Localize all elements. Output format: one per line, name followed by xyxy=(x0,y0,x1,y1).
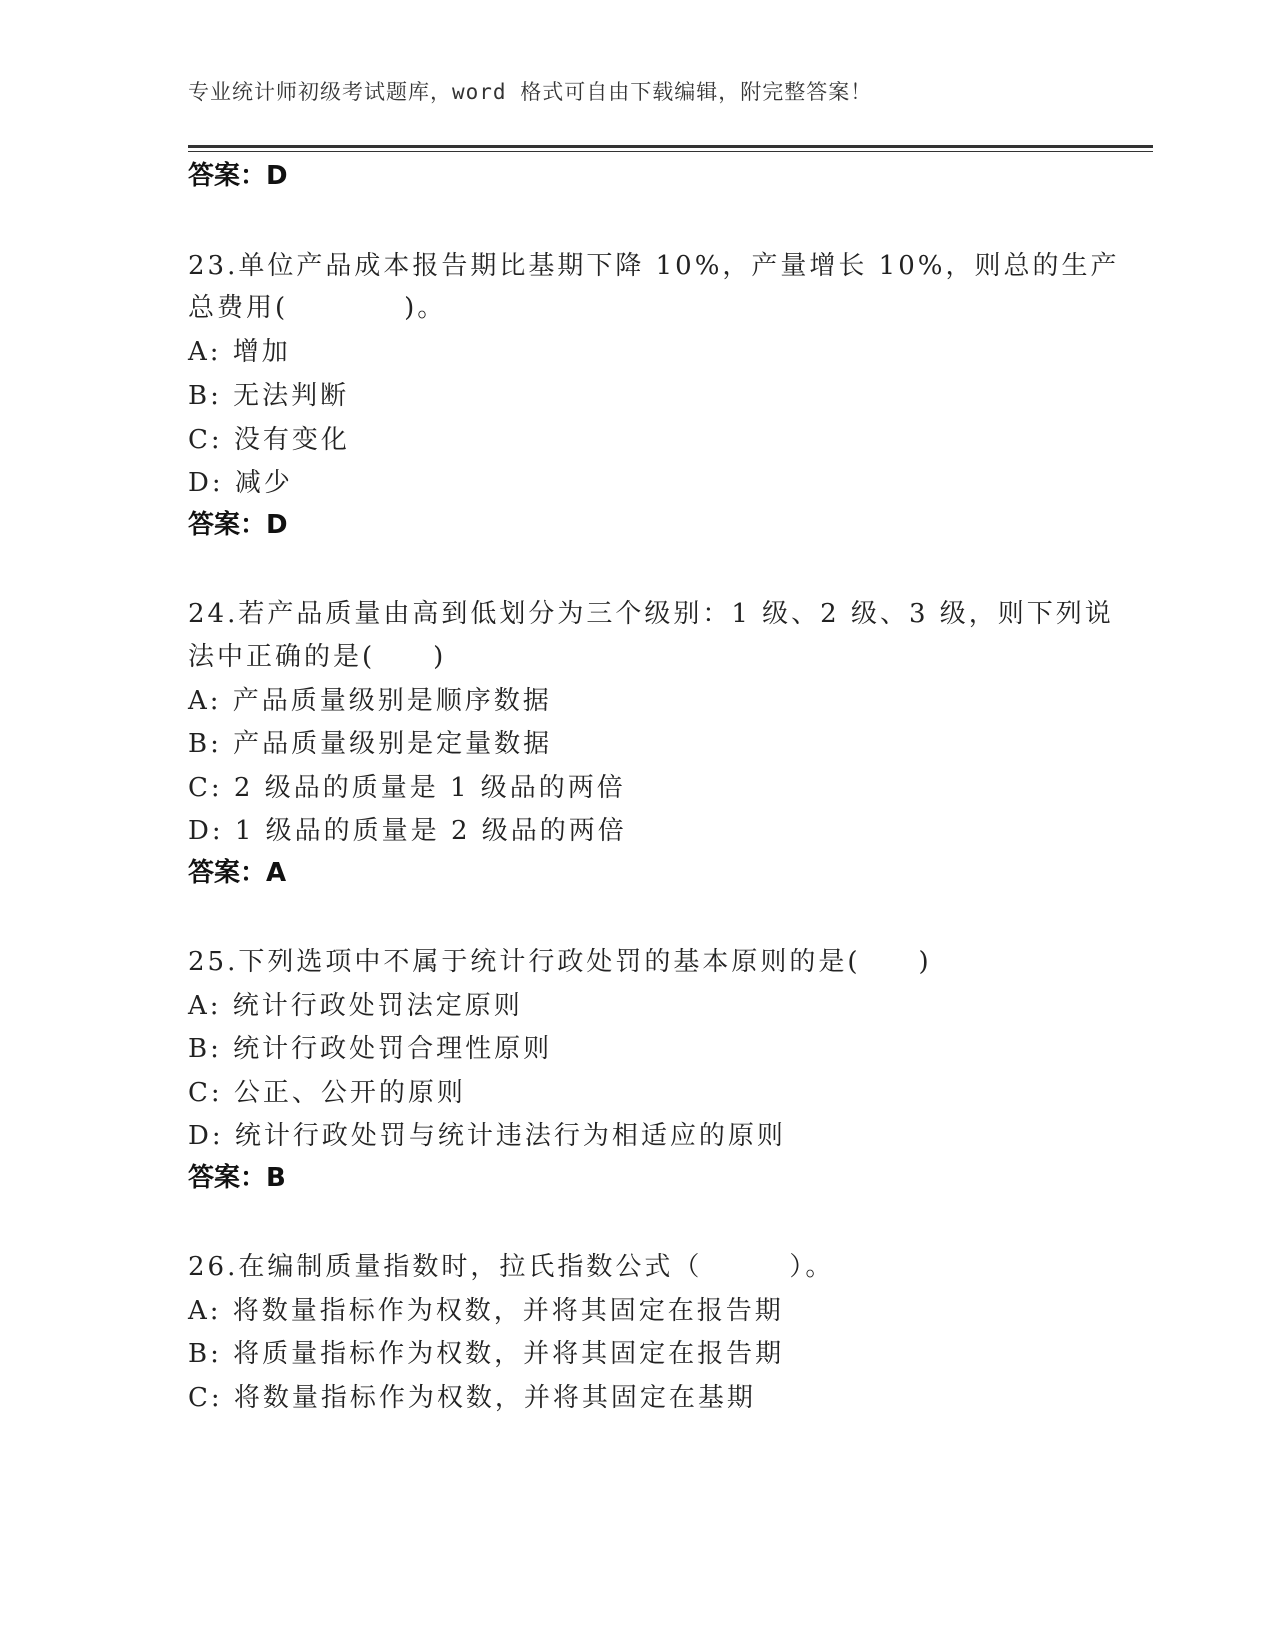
question-23-stem: 23.单位产品成本报告期比基期下降 10%，产量增长 10%，则总的生产 xyxy=(188,251,1120,281)
question-23-option-b: B: 无法判断 xyxy=(188,381,350,411)
question-25-option-d: D: 统计行政处罚与统计违法行为相适应的原则 xyxy=(188,1121,786,1151)
question-25-stem: 25.下列选项中不属于统计行政处罚的基本原则的是( ) xyxy=(188,947,932,977)
question-25-option-c: C: 公正、公开的原则 xyxy=(188,1078,466,1108)
question-25-option-b: B: 统计行政处罚合理性原则 xyxy=(188,1034,553,1064)
answer-q25: 答案：B xyxy=(188,1163,286,1193)
answer-q22: 答案：D xyxy=(188,161,288,191)
question-24-option-a: A: 产品质量级别是顺序数据 xyxy=(188,686,552,716)
question-24-option-d: D: 1 级品的质量是 2 级品的两倍 xyxy=(188,816,627,846)
question-24-stem-cont: 法中正确的是( ) xyxy=(188,642,447,672)
answer-q23: 答案：D xyxy=(188,510,288,540)
page-header: 专业统计师初级考试题库，word 格式可自由下载编辑，附完整答案！ xyxy=(188,80,873,104)
question-24-option-c: C: 2 级品的质量是 1 级品的两倍 xyxy=(188,773,626,803)
question-23-option-d: D: 减少 xyxy=(188,468,293,498)
question-23-option-a: A: 增加 xyxy=(188,337,291,367)
question-25-option-a: A: 统计行政处罚法定原则 xyxy=(188,991,523,1021)
question-26-option-a: A: 将数量指标作为权数，并将其固定在报告期 xyxy=(188,1296,784,1326)
header-rule xyxy=(188,145,1153,152)
answer-q24: 答案：A xyxy=(188,858,287,888)
question-26-option-b: B: 将质量指标作为权数，并将其固定在报告期 xyxy=(188,1339,785,1369)
question-23-stem-cont: 总费用( )。 xyxy=(188,293,447,323)
question-26-option-c: C: 将数量指标作为权数，并将其固定在基期 xyxy=(188,1383,756,1413)
question-26-stem: 26.在编制质量指数时，拉氏指数公式（ ）。 xyxy=(188,1252,835,1282)
question-23-option-c: C: 没有变化 xyxy=(188,425,350,455)
question-24-stem: 24.若产品质量由高到低划分为三个级别：1 级、2 级、3 级，则下列说 xyxy=(188,599,1114,629)
question-24-option-b: B: 产品质量级别是定量数据 xyxy=(188,729,553,759)
